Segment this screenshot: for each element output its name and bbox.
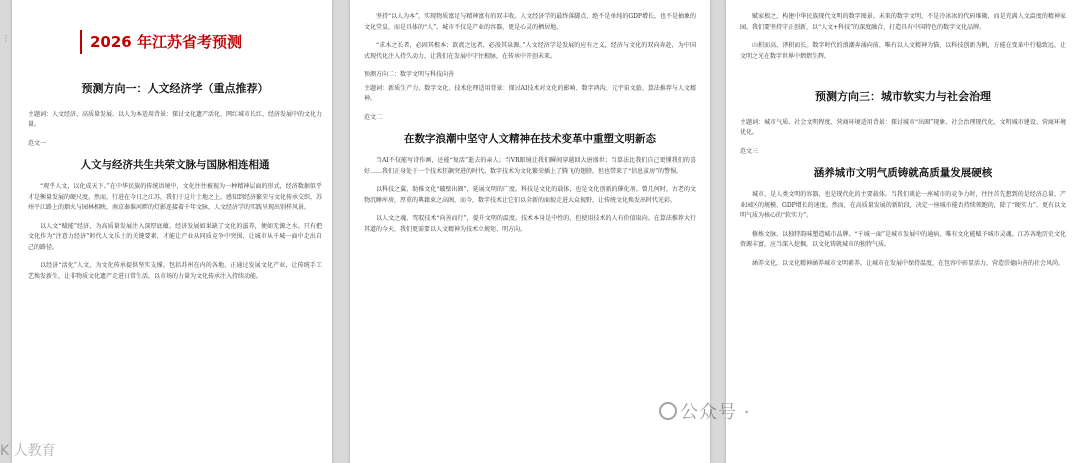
document-page-3 — [726, 0, 1080, 463]
sample-label: 范文三 — [740, 148, 759, 155]
document-title: 2026 年江苏省考预测 — [90, 33, 242, 51]
essay-title: 在数字浪潮中坚守人文精神在技术变革中重塑文明新态 — [404, 133, 656, 145]
wechat-icon — [659, 402, 677, 420]
paragraph: 以人文“赋能”经济，为高质量发展注入深厚底蕴。经济发展如果缺了文化的滋养，便如无源之水。只有把文化作为“注意力经济”时代人文乐土的关键要素，才能让产业从同质竞争中突围，让城市从千城一面中走出自己的路径。 — [28, 222, 322, 251]
paragraph: 城市，是人类文明的容器，也是现代化的主要载体。当我们谈论一座城市的竞争力时，往往首先想到的是经济总量、产业园区的规模、GDP增长的速度。然而，在高质量发展的新阶段，决定一座城市能否持续领跑的，除了“硬实力”，更有以文明气质为核心的“软实力”。 — [740, 191, 1066, 219]
bottom-watermark: K 人教育 — [0, 443, 56, 459]
sample-label: 范文二 — [364, 114, 383, 121]
paragraph: 当AI不仅能写诗作画，还能“复活”逝去的亲人；当VR眼镜让我们瞬间穿越回大唐盛世；当算法比我们自己更懂我们的喜好……我们正身处于一个技术狂飙突进的时代。数字技术为文化繁荣插上了腾飞的翅膀，但也带来了“信息茧房”的警惕。 — [364, 157, 696, 175]
paragraph: 以经济“活化”人文，为文化传承提供坚实支撑。包括苏州在内的各地，正通过发展文化产业，让传统手工艺焕发新生，让非物质文化遗产走进日常生活，以市场的力量为文化传承注入持续动能。 — [28, 262, 322, 280]
paragraph: “观乎人文，以化成天下。”在中华民族的传统语境中，文化往往被视为一种精神层面的形式，经济数据似乎才是衡量发展的硬尺度。然而，行进在今日之江苏，我们于这片土地之上，感知到经济繁荣与文化传承交织，苏州平江路上的烟火与园林相映，南京秦淮河畔的灯影连接着千年文脉，人文经济学的实践呈现出别样风景。 — [28, 183, 323, 211]
theme-text: 主题词：城市气质、社会文明程度、营商环境适用背景：探讨城市“出圈”现象、社会治理现代化、文明城市建设、营商环境优化。 — [740, 119, 1066, 136]
paragraph: 赋家根之，构建中华民族现代文明的数字图景。未来的数字文明，不是冷冰冰的代码堆砌，而是充满人文温度的精神家园。我们要坚持守正创新，以“人文+科技”的深度融合，打造具有中国特色的数字文化品牌。 — [740, 13, 1066, 31]
text-cursor — [80, 30, 82, 54]
direction-label: 预测方向二：数字文明与科技向善 — [364, 71, 455, 78]
paragraph: 以科技之翼，助推文化“破壁出圈”，延展文明的广度。科技是文化的载体，也是文化创新的催化剂。曾几何时，古老的文物沉睡库房，厚重的典籍束之高阁，而今，数字技术让它们以全新的面貌走进大众视野，让传统文化焕发出时代光彩。 — [364, 186, 696, 204]
paragraph: 涵养文化，以文化精神涵养城市文明素养，让城市在发展中保持温度，在包容中彰显活力，营造崇德向善的社会风尚。 — [752, 259, 1065, 267]
paragraph: 修炼文脉，以独特韵味塑造城市品牌。“千城一面”是城市发展中的通病，唯有文化能赋予城市灵魂。江苏各地历史文化资源丰富，应当深入挖掘，以文化铸就城市的独特气质。 — [740, 230, 1066, 248]
essay-title: 涵养城市文明气质铸就高质量发展硬核 — [813, 167, 993, 179]
theme-text: 主题词：新质生产力、数字文化、技术伦理适用背景：探讨AI技术对文化的影响、数字鸿沟、元宇宙文旅、算法推荐与人文精神。 — [364, 85, 696, 102]
paragraph: “求木之长者，必固其根本；欲流之远者，必浚其泉源。”人文经济学是发展的应有之义，经济与文化的双向奔赴，为中国式现代化注入持久动力，让我们在发展中守住根脉，在传承中开创未来。 — [364, 42, 696, 60]
direction-heading: 预测方向三：城市软实力与社会治理 — [815, 90, 991, 103]
direction-heading: 预测方向一：人文经济学（重点推荐） — [81, 82, 269, 95]
document-page-1 — [12, 0, 332, 463]
watermark-text: 公众号 · — [680, 402, 751, 423]
paragraph: 以人文之魂，驾驭技术“向善而行”，提升文明的温度。技术本身是中性的，但使用技术的人有价值取向。在算法推荐大行其道的今天，我们更需要以人文精神为技术立规矩、明方向。 — [364, 215, 696, 233]
theme-text: 主题词：人文经济、高质量发展、以人为本适用背景：探讨文化遗产活化、网红城市长红、经济发展中的文化力量。 — [28, 111, 323, 128]
margin-marker-icon: ⋮ — [2, 34, 10, 43]
essay-title: 人文与经济共生共荣文脉与国脉相连相通 — [80, 159, 270, 171]
sample-label: 范文一 — [28, 140, 47, 147]
paragraph: 山积而高，泽积而长。数字时代的浪潮奔涌向前，唯有以人文精神为锚，以科技创新为帆，方能在变革中行稳致远，让文明之光在数字世界中熠熠生辉。 — [740, 42, 1066, 60]
document-page-2 — [350, 0, 710, 463]
paragraph: 坚持“以人为本”，实现物质富足与精神富有的双丰收。人文经济学的最终落脚点，绝不是单纯的GDP增长，也不是抽象的文化堂皇，而是具体的“人”。城市不仅是产业的容器，更是心灵的栖居地。 — [364, 13, 696, 31]
